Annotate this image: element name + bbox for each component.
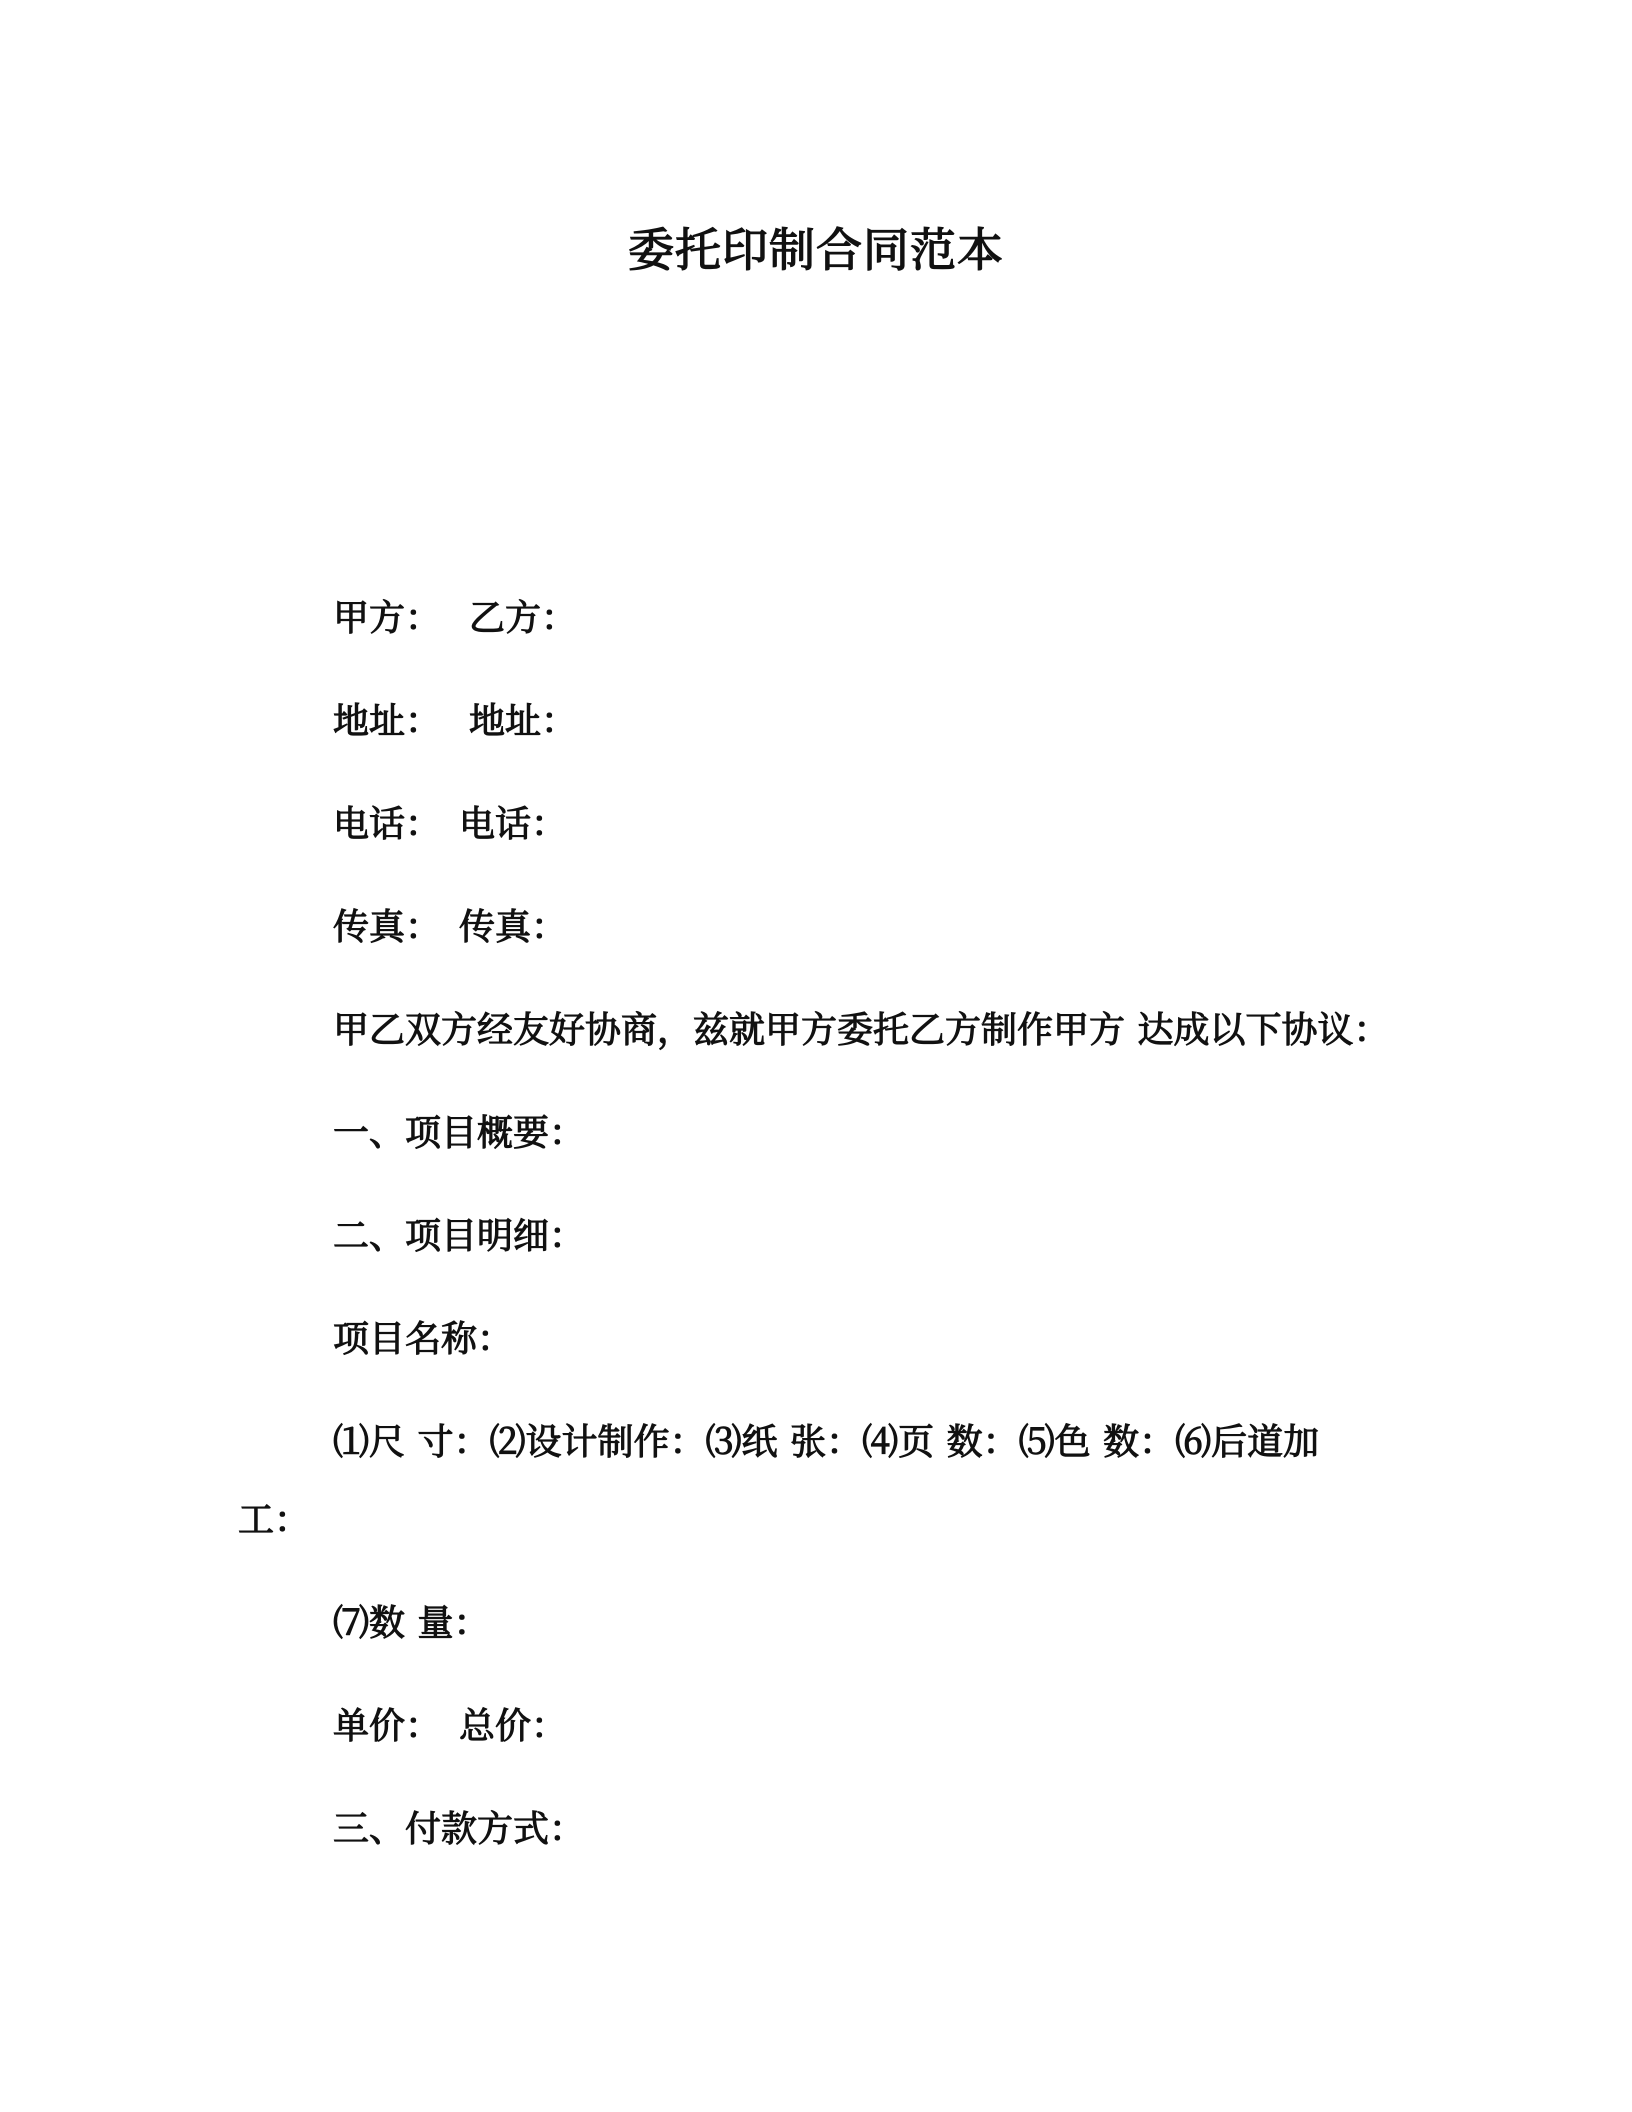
document-title: 委托印制合同范本 — [628, 223, 1004, 277]
fax-b-label: 传真： — [459, 907, 568, 948]
party-line — [333, 593, 577, 645]
address-a-label: 地址： — [333, 701, 442, 742]
items-line-continuation: 工： — [238, 1500, 311, 1541]
intro-paragraph: 甲乙双方经友好协商，兹就甲方委托乙方制作甲方 达成以下协议： — [333, 1010, 1390, 1051]
project-name-label: 项目名称： — [333, 1319, 514, 1360]
items-line: ⑴尺 寸：⑵设计制作：⑶纸 张：⑷页 数：⑸色 数：⑹后道加 — [333, 1422, 1320, 1463]
section-2-heading: 二、项目明细： — [333, 1216, 586, 1257]
price-line — [333, 1701, 567, 1753]
address-b-label: 地址： — [469, 701, 578, 742]
section-1-heading: 一、项目概要： — [333, 1113, 586, 1154]
phone-line — [333, 799, 567, 851]
quantity-label: ⑺数 量： — [333, 1603, 490, 1644]
unit-price-label: 单价： — [333, 1706, 442, 1747]
phone-b-label: 电话： — [459, 804, 568, 845]
address-line — [333, 696, 577, 748]
phone-a-label: 电话： — [333, 804, 442, 845]
fax-a-label: 传真： — [333, 907, 442, 948]
party-b-label: 乙方： — [469, 598, 578, 639]
total-price-label: 总价： — [459, 1706, 568, 1747]
fax-line — [333, 902, 567, 954]
section-3-heading: 三、付款方式： — [333, 1809, 586, 1850]
party-a-label: 甲方： — [333, 598, 442, 639]
